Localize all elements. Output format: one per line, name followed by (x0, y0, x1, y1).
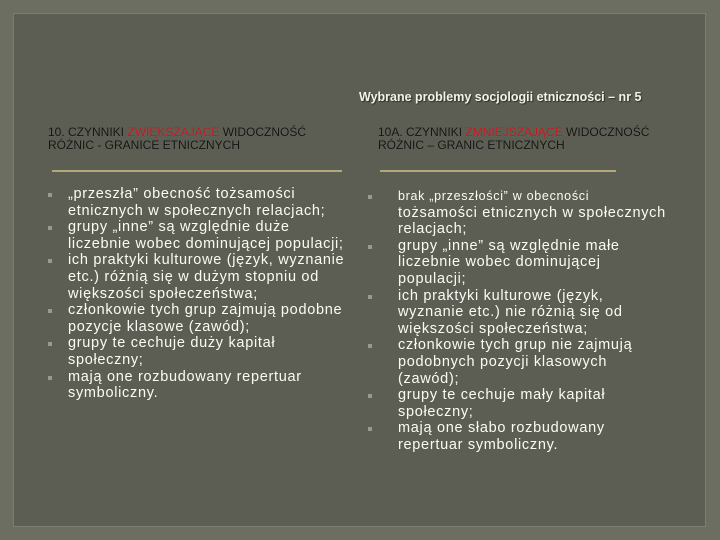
list-item-text: grupy te cechuje duży kapitał społeczny; (68, 335, 276, 368)
list-item-text: „przeszła” obecność tożsamości etnicznych w społecznych relacjach; (68, 186, 326, 219)
list-item-text: grupy „inne” są względnie duże liczebnie wobec dominującej populacji; (68, 219, 344, 252)
list-item-text: ich praktyki kulturowe (język, wyznanie etc.) różnią się w dużym stopniu od większości społeczeństwa; (68, 252, 345, 302)
list-item (368, 188, 668, 238)
left-heading-accent: ZWIĘKSZAJĄCE (127, 125, 220, 139)
bullet-icon (48, 226, 52, 230)
bullet-icon (368, 195, 372, 199)
list-item-text (398, 188, 668, 238)
left-bullet-list (48, 186, 348, 402)
list-item (368, 238, 668, 288)
list-item (368, 420, 668, 453)
list-item (48, 252, 348, 302)
list-item-text: mają one rozbudowany repertuar symboliczny. (68, 368, 302, 402)
right-bullet-list (368, 188, 668, 454)
first-item-rest: tożsamości etnicznych w społecznych relacjach; (398, 204, 666, 238)
bullet-icon (368, 427, 372, 431)
bullet-icon (48, 309, 52, 313)
bullet-icon (48, 193, 52, 197)
list-item-text: grupy „inne” są względnie małe liczebnie wobec dominującej populacji; (398, 237, 620, 287)
bullet-icon (368, 344, 372, 348)
list-item (48, 186, 348, 219)
list-item (368, 337, 668, 387)
left-heading-rule (52, 170, 342, 172)
list-item (48, 335, 348, 368)
first-item-lead: brak „przeszłości” w obecności (398, 189, 590, 203)
right-column-header (378, 126, 668, 172)
right-heading-rule (380, 170, 616, 172)
right-heading (378, 126, 668, 170)
list-item (48, 302, 348, 335)
list-item-text: ich praktyki kulturowe (język, wyznanie etc.) nie różnią się od większości społeczeństwa; (398, 287, 623, 337)
bullet-icon (48, 376, 52, 380)
right-heading-accent: ZMNIEJSZAJĄCE (465, 125, 563, 139)
list-item-text: mają one słabo rozbudowany repertuar symboliczny. (398, 420, 605, 453)
bullet-icon (368, 295, 372, 299)
left-heading-post: WIDOCZNOŚĆ RÓŻNIC - GRANICE ETNICZNYCH (48, 125, 307, 152)
left-column-header (48, 126, 348, 172)
left-heading-pre: 10. CZYNNIKI (48, 125, 128, 139)
right-heading-post: WIDOCZNOŚĆ RÓŻNIC – GRANIC ETNICZNYCH (378, 125, 650, 152)
bullet-icon (48, 259, 52, 263)
list-item-text: członkowie tych grup nie zajmują podobnych pozycji klasowych (zawód); (398, 337, 633, 387)
bullet-icon (368, 394, 372, 398)
list-item (368, 288, 668, 338)
right-heading-pre: 10A. CZYNNIKI (378, 125, 466, 139)
left-heading (48, 126, 348, 170)
list-item (48, 219, 348, 252)
list-item (48, 369, 348, 402)
list-item-text: członkowie tych grup zajmują podobne pozycje klasowe (zawód); (68, 302, 343, 335)
bullet-icon (368, 245, 372, 249)
bullet-icon (48, 342, 52, 346)
list-item-text: grupy te cechuje mały kapitał społeczny; (398, 387, 606, 420)
slide-title: Wybrane problemy socjologii etniczności – nr 5 (359, 90, 642, 104)
list-item (368, 387, 668, 420)
